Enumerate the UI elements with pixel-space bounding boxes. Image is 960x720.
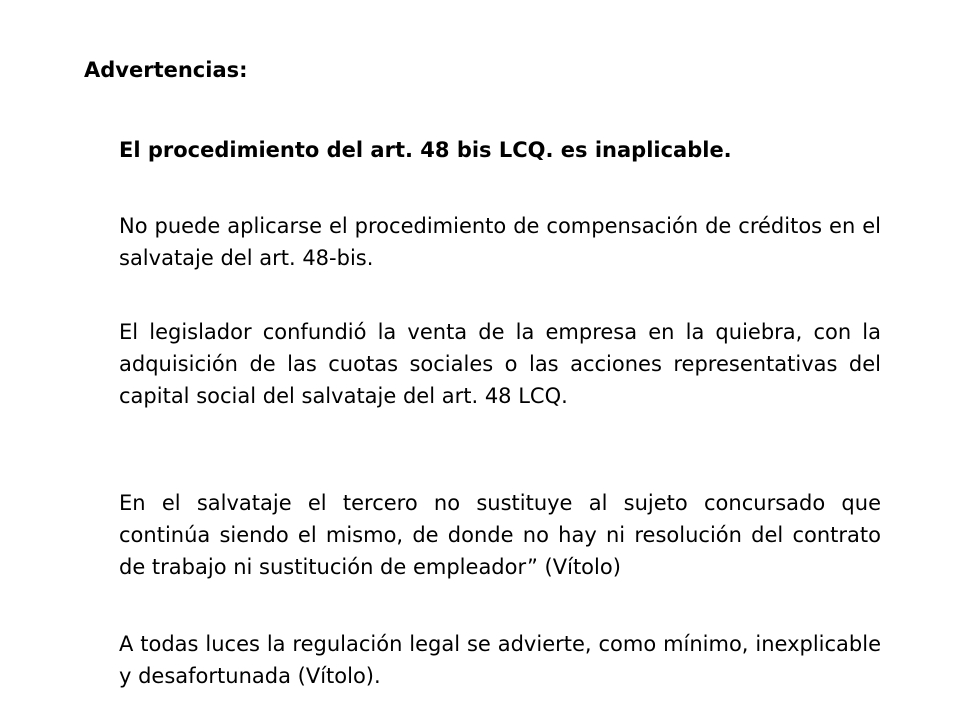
paragraph-legislador: El legislador confundió la venta de la empresa en la quiebra, con la adquisición de las cuotas sociales o las acciones representativas del capital social del salvataje del art. 48 LCQ.: [119, 320, 881, 408]
slide-subheading: El procedimiento del art. 48 bis LCQ. es inaplicable.: [119, 138, 732, 162]
paragraph-compensacion: No puede aplicarse el procedimiento de compensación de créditos en el salvataje del art. 48-bis.: [119, 214, 881, 270]
paragraph-salvataje: En el salvataje el tercero no sustituye al sujeto concursado que continúa siendo el mismo, de donde no hay ni resolución del contrato de trabajo ni sustitución de empleador” (Vítolo): [119, 491, 881, 579]
slide-heading: Advertencias:: [84, 58, 248, 82]
paragraph-regulacion: A todas luces la regulación legal se advierte, como mínimo, inexplicable y desafortunada (Vítolo).: [119, 632, 881, 688]
